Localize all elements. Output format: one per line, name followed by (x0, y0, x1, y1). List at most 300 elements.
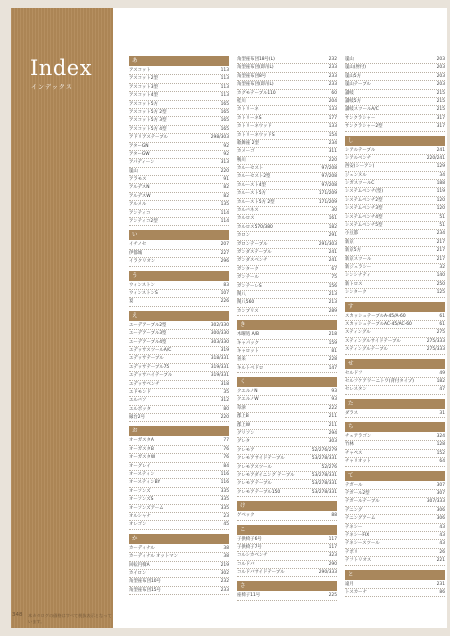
entry-name: アスコット5方 4型 (129, 126, 167, 132)
index-entry (129, 117, 229, 125)
entry-name: テネシーFIX (345, 532, 370, 538)
entry-page: 116 (220, 472, 229, 478)
index-entry (237, 232, 337, 240)
index-entry (345, 557, 445, 565)
entry-page: 220 (220, 168, 229, 174)
entry-page: 211 (328, 422, 337, 428)
entry-page: 120 (436, 206, 445, 212)
entry-page: 113 (220, 68, 229, 73)
index-sidebar (11, 8, 113, 628)
index-entry (129, 364, 229, 372)
entry-name: ゲベック (237, 513, 255, 519)
entry-name: エドモンド (129, 389, 151, 395)
entry-page: 67 (331, 266, 337, 272)
entry-page: 234 (328, 140, 337, 146)
entry-name: シンターク (345, 290, 367, 296)
entry-page: 140 (436, 273, 445, 279)
index-entry (129, 496, 229, 504)
entry-name: 鴨川 (237, 157, 246, 163)
entry-page: 318 (220, 381, 229, 387)
index-entry (345, 123, 445, 131)
page-number: 348 (12, 612, 23, 618)
index-entry (129, 446, 229, 454)
entry-name: オーグレイ (129, 463, 151, 469)
entry-page: 93 (331, 397, 337, 403)
entry-page: 125 (436, 290, 445, 296)
entry-page: 294 (328, 431, 337, 437)
index-entry (345, 172, 445, 180)
entry-page: 241 (328, 258, 337, 264)
index-entry (345, 515, 445, 523)
entry-name: キャロット (237, 348, 259, 354)
entry-page: 32 (439, 264, 445, 270)
entry-name: ガンダスベンチ (237, 258, 268, 264)
entry-page: 120 (436, 197, 445, 203)
entry-page: 52/276/279 (311, 447, 337, 453)
section-header: う (129, 271, 229, 281)
entry-name: カルロス (237, 216, 255, 222)
index-entry (345, 450, 445, 458)
entry-page: 53/278/331 (311, 456, 337, 462)
entry-page: 23 (223, 513, 229, 519)
entry-name: テガール2型 (345, 491, 370, 497)
entry-name: クエルノW (237, 397, 259, 403)
entry-page: 188 (436, 181, 445, 187)
entry-page: 203 (436, 65, 445, 71)
entry-name: チャリオット (345, 459, 372, 465)
entry-name: エデッサベンチ (129, 381, 160, 387)
entry-page: 289 (328, 308, 337, 314)
section-header: こ (237, 525, 337, 535)
entry-page: 38 (223, 545, 229, 551)
entry-page: 135 (220, 202, 229, 208)
entry-page: 165 (220, 101, 229, 107)
entry-name: カルースト4型 (237, 182, 266, 188)
index-entry (345, 230, 445, 238)
entry-page: 154 (328, 132, 337, 138)
entry-name: アパディーン (129, 160, 155, 166)
entry-page: 116 (220, 480, 229, 486)
index-entry (237, 56, 337, 64)
entry-name: アドリアステーブル (129, 135, 168, 141)
entry-page: 171/209 (318, 191, 337, 197)
entry-page: 291/303 (318, 241, 337, 247)
entry-page: 107 (220, 290, 229, 296)
entry-name: アスコット (129, 68, 151, 73)
index-entry (345, 289, 445, 297)
entry-name: オーソンズ (129, 488, 151, 494)
index-entry (237, 472, 337, 480)
entry-page: 31 (439, 410, 445, 416)
entry-page: 220 (328, 157, 337, 163)
entry-name: テガール (345, 482, 363, 488)
index-entry (237, 552, 337, 560)
entry-name: セルドフ (345, 370, 363, 376)
entry-name: スカッシュテーブルAC-45/AC-60 (345, 321, 412, 327)
entry-name: コルシカベンチ (237, 553, 268, 559)
entry-name: オレゴン (129, 522, 147, 528)
index-entry (237, 215, 337, 223)
entry-page: 35 (223, 389, 229, 395)
entry-name: オーガスタB (129, 446, 154, 452)
entry-page: 147 (328, 365, 337, 371)
entry-name: カルロス570/380 (237, 224, 273, 230)
entry-name: アスコット3型 (129, 84, 158, 90)
index-entry (237, 308, 337, 316)
index-entry (129, 282, 229, 290)
entry-page: 114 (220, 219, 229, 225)
entry-page: 306 (436, 516, 445, 522)
index-subtitle: インデックス (31, 84, 73, 91)
entry-name: 新京 (345, 239, 354, 245)
section-header: お (129, 426, 229, 436)
index-entry (237, 81, 337, 89)
entry-name: 小豆都 (345, 231, 359, 237)
entry-name: チャペス (345, 450, 363, 456)
entry-page: 47 (439, 387, 445, 393)
entry-page: 43 (439, 524, 445, 530)
entry-name: テポリ (345, 549, 359, 555)
entry-page: 76 (223, 446, 229, 452)
entry-name: アスコット4型 (129, 93, 158, 99)
entry-name: 角型座布団(即吊L) (237, 65, 274, 71)
entry-page: 215 (436, 90, 445, 96)
index-entry (345, 338, 445, 346)
entry-page: 231 (436, 581, 445, 587)
index-entry (129, 109, 229, 117)
entry-page: 80 (223, 406, 229, 412)
entry-name: スカッシュテーブルA-45/A-60 (345, 313, 406, 319)
entry-page: 290/333 (318, 570, 337, 576)
entry-page: 228 (328, 357, 337, 363)
index-entry (237, 544, 337, 552)
index-entry (237, 123, 337, 131)
index-entry (345, 386, 445, 394)
index-entry (345, 256, 445, 264)
index-entry (345, 239, 445, 247)
index-entry (129, 218, 229, 226)
index-entry (345, 281, 445, 289)
index-entry (237, 257, 337, 265)
index-entry (237, 199, 337, 207)
entry-name: ウィンストンS (129, 290, 158, 296)
price-footnote: 本カタログの価格はすべて税抜表示となっています。 (28, 613, 112, 624)
entry-name: テネシースツール (345, 541, 380, 547)
index-entry (237, 190, 337, 198)
index-entry (129, 201, 229, 209)
entry-page: 213 (328, 291, 337, 297)
index-entry (237, 249, 337, 257)
entry-page: 60 (331, 90, 337, 96)
index-entry (129, 339, 229, 347)
index-entry (129, 159, 229, 167)
entry-page: 81 (331, 348, 337, 354)
entry-name: カロン (237, 233, 251, 239)
index-entry (129, 545, 229, 553)
index-entry (237, 98, 337, 106)
entry-name: アスコット5方 3型 (129, 118, 167, 124)
entry-name: テフトリオス (345, 558, 372, 564)
entry-name: システムベンチ(型) (345, 189, 384, 195)
entry-name: クエルノN (237, 389, 258, 395)
entry-page: 77 (223, 438, 229, 444)
entry-name: オーソンズアーム (129, 505, 164, 511)
index-entry (345, 155, 445, 163)
entry-page: 43 (439, 541, 445, 547)
entry-page: 97/208 (321, 166, 337, 172)
index-entry (345, 264, 445, 272)
entry-name: コルドバサイドテーブル (237, 570, 285, 576)
entry-page: 52/276 (321, 464, 337, 470)
index-entry (237, 115, 337, 123)
index-entry (237, 464, 337, 472)
index-entry (237, 207, 337, 215)
entry-page: 232 (328, 57, 337, 62)
section-header: さ (237, 581, 337, 591)
entry-page: 26 (439, 549, 445, 555)
entry-page: 119 (436, 189, 445, 195)
entry-name: クレモア (237, 447, 255, 453)
entry-page: 97/208 (321, 174, 337, 180)
entry-page: 82 (223, 193, 229, 199)
index-entry (129, 454, 229, 462)
entry-page: 203 (436, 82, 445, 88)
entry-name: エルバソ (129, 398, 147, 404)
entry-name: カルーセスト (237, 166, 264, 172)
entry-name: 郡上B (237, 414, 249, 420)
entry-page: 177 (328, 115, 337, 121)
entry-page: 88 (331, 513, 337, 519)
entry-name: クレモアスツール (237, 464, 272, 470)
entry-page: 83 (223, 282, 229, 288)
entry-name: サンクラシャー (345, 115, 376, 121)
entry-page: 220/241 (426, 155, 445, 161)
index-entry (129, 578, 229, 586)
entry-name: カトリーネ (237, 107, 259, 113)
entry-page: 307/333 (426, 499, 445, 505)
entry-name: 角型座布団18号(L) (237, 57, 275, 62)
entry-name: オースティン (129, 472, 155, 478)
entry-name: アスコット5方 2型 (129, 109, 167, 115)
entry-page: 156 (328, 283, 337, 289)
entry-name: 伊都城 (129, 250, 143, 256)
entry-page: 61 (439, 313, 445, 319)
entry-name: アスコット2型 (129, 76, 158, 82)
entry-name: コルドバ (237, 561, 255, 567)
entry-page: 49 (439, 370, 445, 376)
index-entry (237, 340, 337, 348)
index-entry (237, 388, 337, 396)
entry-page: 275/333 (426, 347, 445, 353)
entry-name: ダラス (345, 410, 359, 416)
entry-name: 宴 (129, 299, 134, 305)
entry-name: 嵐山(肘付) (345, 65, 366, 71)
entry-page: 217 (436, 256, 445, 262)
index-entry (129, 587, 229, 595)
entry-name: イラクリオン (129, 259, 156, 265)
entry-name: 西安(シーアン) (345, 164, 375, 170)
index-entry (237, 182, 337, 190)
index-entry (129, 176, 229, 184)
entry-name: ガンテール (237, 275, 259, 281)
index-entry (129, 389, 229, 397)
entry-name: 子供椅子7号 (237, 544, 262, 550)
entry-page: 161 (328, 216, 337, 222)
section-header: て (345, 471, 445, 481)
index-entry (129, 75, 229, 83)
index-entry (345, 56, 445, 64)
section-header: え (129, 311, 229, 321)
entry-name: クレモアテーブル150 (237, 489, 281, 495)
entry-page: 165 (220, 118, 229, 124)
entry-page: 319/331 (210, 364, 229, 370)
entry-name: エデッサハイテーブル (129, 373, 173, 379)
entry-name: 嵐山 (129, 168, 138, 174)
entry-name: 縁台2号 (129, 415, 145, 421)
index-entry (129, 513, 229, 521)
entry-name: エーデアーブル3型 (129, 331, 167, 337)
entry-page: 323 (328, 553, 337, 559)
index-entry (345, 458, 445, 466)
index-entry (345, 163, 445, 171)
entry-name: カメーゴ (237, 149, 255, 155)
entry-page: 318/331 (210, 356, 229, 362)
index-entry (129, 347, 229, 355)
entry-name: 角型座布団10号 (129, 579, 161, 585)
index-entry (237, 489, 337, 497)
entry-page: 306 (436, 507, 445, 513)
entry-page: 335 (220, 505, 229, 511)
entry-page: 217 (436, 248, 445, 254)
entry-page: 319 (220, 347, 229, 353)
index-entry (129, 330, 229, 338)
entry-page: 307 (436, 491, 445, 497)
index-entry (345, 498, 445, 506)
entry-name: エーデアーブル2型 (129, 322, 167, 328)
entry-name: カーディナル (129, 545, 155, 551)
entry-page: 311 (328, 149, 337, 155)
entry-page: 303/330 (210, 339, 229, 345)
entry-name: システムベンチ2型 (345, 197, 383, 203)
index-entry (237, 512, 337, 520)
entry-page: 114 (220, 210, 229, 216)
entry-page: 182 (436, 378, 445, 384)
entry-name: 嵐山5方 (345, 73, 361, 79)
entry-name: 関八 (237, 291, 246, 297)
index-entry (237, 283, 337, 291)
entry-name: 讃岐スツールA/C (345, 107, 379, 113)
entry-name: 座椅子11号 (237, 593, 261, 599)
index-entry (345, 272, 445, 280)
index-entry (129, 505, 229, 513)
index-entry (129, 84, 229, 92)
entry-name: オーソンズS (129, 497, 154, 503)
entry-name: カンブリス (237, 308, 259, 314)
entry-page: 113 (220, 76, 229, 82)
entry-page: 204 (328, 98, 337, 104)
entry-name: 草津 (237, 405, 246, 411)
index-entry (345, 482, 445, 490)
index-entry (237, 430, 337, 438)
index-entry (129, 134, 229, 142)
section-header: け (237, 501, 337, 511)
index-entry (345, 524, 445, 532)
entry-page: 133 (328, 124, 337, 130)
index-entry (129, 168, 229, 176)
section-header: す (345, 302, 445, 312)
entry-page: 221 (436, 558, 445, 564)
section-header: き (237, 320, 337, 330)
index-entry (237, 274, 337, 282)
entry-name: スティングルテーブル (345, 347, 388, 353)
index-entry (237, 447, 337, 455)
entry-name: セルフケアワーニトワ(背付タイプ) (345, 378, 414, 384)
entry-name: 竹林 (345, 442, 354, 448)
entry-page: 222 (328, 405, 337, 411)
index-entry (129, 151, 229, 159)
section-header: た (345, 399, 445, 409)
entry-name: アラモス (129, 177, 147, 183)
entry-name: 新京5方 (345, 248, 361, 254)
index-column-1 (129, 56, 229, 595)
entry-name: アンティコ2型 (129, 219, 158, 225)
index-column-2 (237, 56, 337, 601)
entry-page: 317 (436, 124, 445, 130)
entry-page: 165 (220, 126, 229, 132)
index-entry (129, 553, 229, 561)
entry-name: アルメル (129, 202, 147, 208)
entry-page: 133 (328, 107, 337, 113)
entry-page: 227 (220, 250, 229, 256)
entry-page: 84 (223, 463, 229, 469)
entry-name: シアルベンチ (345, 155, 372, 161)
index-entry (129, 570, 229, 578)
entry-name: ウィンストン (129, 282, 155, 288)
entry-name: オーガスタA (129, 438, 154, 444)
index-entry (129, 101, 229, 109)
entry-page: 290 (328, 561, 337, 567)
entry-page: 220 (220, 415, 229, 421)
entry-page: 324 (436, 434, 445, 440)
entry-page: 233 (328, 73, 337, 79)
entry-name: テニングアーム (345, 516, 376, 522)
entry-name: サンクラシャー2型 (345, 124, 383, 130)
index-entry (237, 90, 337, 98)
index-entry (129, 241, 229, 249)
entry-page: 291 (328, 233, 337, 239)
entry-page: 92 (223, 143, 229, 149)
index-entry (237, 480, 337, 488)
entry-name: オルシャナ (129, 513, 151, 519)
entry-page: 117 (328, 536, 337, 542)
index-entry (237, 148, 337, 156)
entry-name: ガンダステーブル (237, 249, 272, 255)
entry-name: 子供椅子6号 (237, 536, 262, 542)
entry-name: クレモアテーブル (237, 481, 272, 487)
entry-page: 275/333 (426, 338, 445, 344)
index-entry (129, 322, 229, 330)
entry-name: ジェンヌル (345, 172, 367, 178)
index-entry (129, 290, 229, 298)
index-entry (129, 193, 229, 201)
entry-name: オースティンBY (129, 480, 161, 486)
index-entry (129, 406, 229, 414)
index-entry (129, 471, 229, 479)
entry-page: 182 (328, 224, 337, 230)
entry-name: デニング (345, 507, 363, 513)
entry-page: 203 (436, 73, 445, 79)
entry-page: 129 (436, 164, 445, 170)
